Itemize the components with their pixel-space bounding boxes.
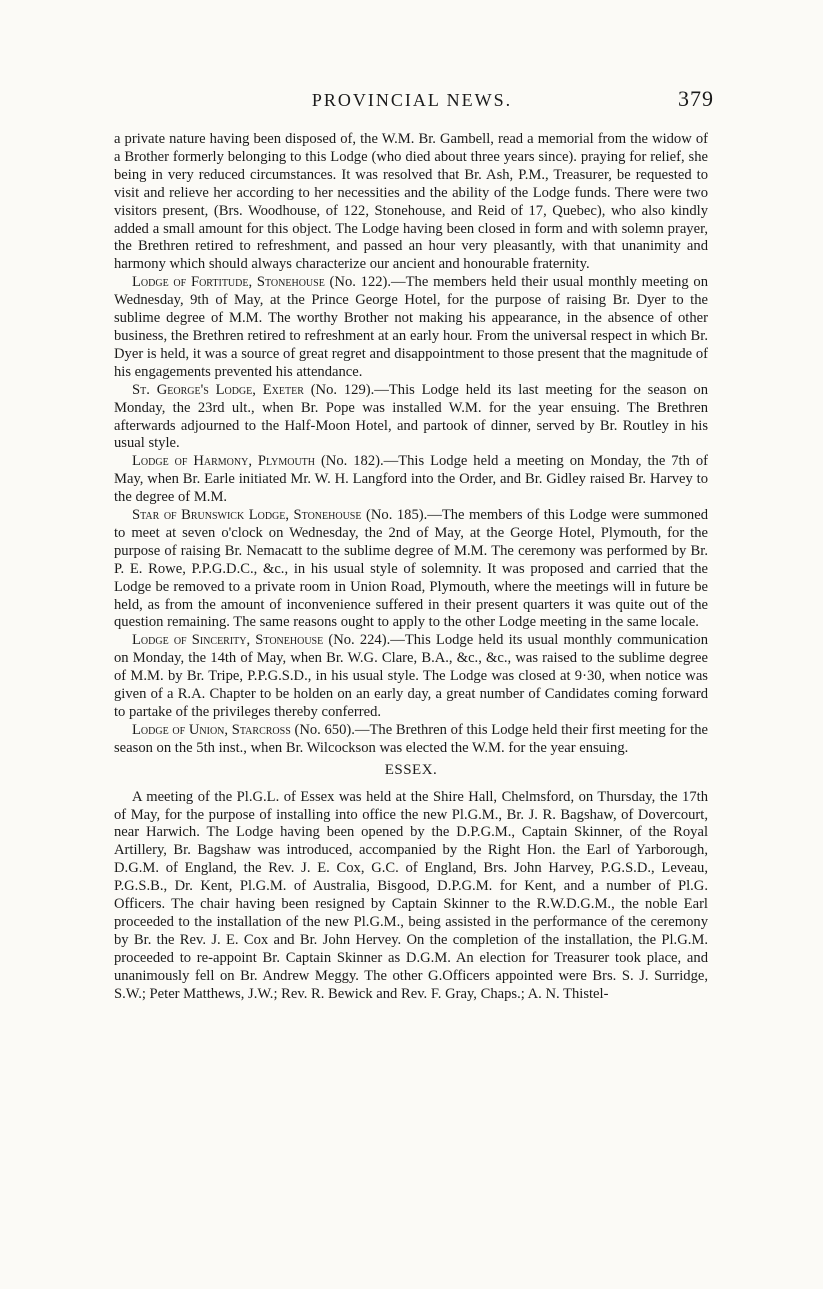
paragraph-essex [114,789,708,1004]
running-title: PROVINCIAL NEWS. [311,90,513,110]
article-body [114,131,708,1004]
page-number: 379 [678,86,714,111]
paragraph-text: (No. 224).—This Lodge held its usual monthly communication on Monday, the 14th of May, when Br. W.G. Clare, B.A., &c., &c., was raised to the sublime degree of M.M. by Br. Tripe, P.P.G.S.D., in his usual style. The Lodge was closed at 9·30, when notice was given of a R.A. Chapter to be holden on an early day, a great number of Candidates coming forward to partake of the privileges thereby conferred. [114,632,709,720]
paragraph-sincerity [114,632,708,722]
running-header [112,86,714,114]
paragraph-star-of-brunswick [114,507,708,632]
lodge-heading: Lodge of Sincerity, Stonehouse [132,632,324,649]
paragraph-fortitude [114,274,708,381]
paragraph-text: (No. 122).—The members held their usual monthly meeting on Wednesday, 9th of May, at the Prince George Hotel, for the purpose of raising Br. Dyer to the sublime degree of M.M. The worthy Brother not making his appearance, in the absence of other business, the Brethren retired to refreshment at an early hour. From the universal respect in which Br. Dyer is held, it was a source of great regret and disappointment to those present that the magnitude of his engagements prevented his attendance. [114,274,708,380]
paragraph-text: A meeting of the Pl.G.L. of Essex was held at the Shire Hall, Chelmsford, on Thursday, the 17th of May, for the purpose of installing into office the new Pl.G.M., Br. J. R. Bagshaw, of Dovercourt, near Harwich. The Lodge having been opened by the D.P.G.M., Captain Skinner, of the Royal Artillery, Br. Bagshaw was introduced, accompanied by the Right Hon. the Earl of Yarborough, D.G.M. of England, the Rev. J. E. Cox, G.C. of England, Brs. John Harvey, P.G.S.D., Leveau, P.G.S.B., Dr. Kent, Pl.G.M. of Australia, Bisgood, D.P.G.M. for Kent, and a number of Pl.G. Officers. The chair having been resigned by Captain Skinner to the R.W.D.G.M., the noble Earl proceeded to the installation of the new Pl.G.M., being assisted in the performance of the ceremony by Br. the Rev. J. E. Cox and Br. John Hervey. On the completion of the installation, the Pl.G.M. proceeded to re-appoint Br. Captain Skinner as D.G.M. An election for Treasurer took place, and unanimously fell on Br. Andrew Meggy. The other G.Officers appointed were Brs. S. J. Surridge, S.W.; Peter Matthews, J.W.; Rev. R. Bewick and Rev. F. Gray, Chaps.; A. N. Thistel- [114,788,708,1002]
lodge-heading: Lodge of Union, Starcross [132,721,291,738]
lodge-heading: Star of Brunswick Lodge, Stonehouse [132,507,362,524]
paragraph-text: (No. 129).—This Lodge held its last meeting for the season on Monday, the 23rd ult., when Br. Pope was installed W.M. for the year ensuing. The Brethren afterwards adjourned to the Half-Moon Hotel, and partook of dinner, served by Br. Routley in his usual style. [114,381,708,452]
lodge-heading: St. George's Lodge, Exeter [132,381,304,398]
paragraph-text: (No. 185).—The members of this Lodge were summoned to meet at seven o'clock on Wednesday, the 2nd of May, at the George Hotel, Plymouth, for the purpose of raising Br. Nemacatt to the sublime degree of M.M. The ceremony was performed by Br. P. E. Rowe, P.P.G.D.C., &c., in his usual style of solemnity. It was proposed and carried that the Lodge be removed to a private room in Union Road, Plymouth, where the meetings will in future be held, as from the amount of inconvenience suffered in their present quarters it was quite out of the question remaining. The same reasons ought to apply to the other Lodge meeting in the same locale. [114,507,709,631]
lodge-heading: Lodge of Fortitude, Stonehouse [132,274,325,291]
paragraph-continuation [114,131,708,274]
paragraph-union [114,722,708,758]
paragraph-text: a private nature having been disposed of, the W.M. Br. Gambell, read a memorial from the widow of a Brother formerly belonging to this Lodge (who died about three years since). praying for relief, she being in very reduced circumstances. It was resolved that Br. Ash, P.M., Treasurer, be requested to visit and relieve her according to her necessities and the ability of the Lodge funds. There were two visitors present, (Brs. Woodhouse, of 122, Stonehouse, and Reid of 17, Quebec), who also kindly added a small amount for this object. The Lodge having been closed in form and with solemn prayer, the Brethren retired to refreshment, and passed an hour very pleasantly, with that unanimity and harmony which should always characterize our ancient and honourable fraternity. [114,131,708,273]
lodge-heading: Lodge of Harmony, Plymouth [132,453,316,470]
paragraph-text: (No. 650).—The Brethren of this Lodge held their first meeting for the season on the 5th inst., when Br. Wilcockson was elected the W.M. for the year ensuing. [114,721,708,756]
section-heading: ESSEX. [384,761,438,778]
paragraph-harmony [114,453,708,507]
paragraph-text: (No. 182).—This Lodge held a meeting on Monday, the 7th of May, when Br. Earle initiated Mr. W. H. Langford into the Order, and Br. Gidley raised Br. Harvey to the degree of M.M. [114,453,708,506]
paragraph-st-george [114,382,708,454]
